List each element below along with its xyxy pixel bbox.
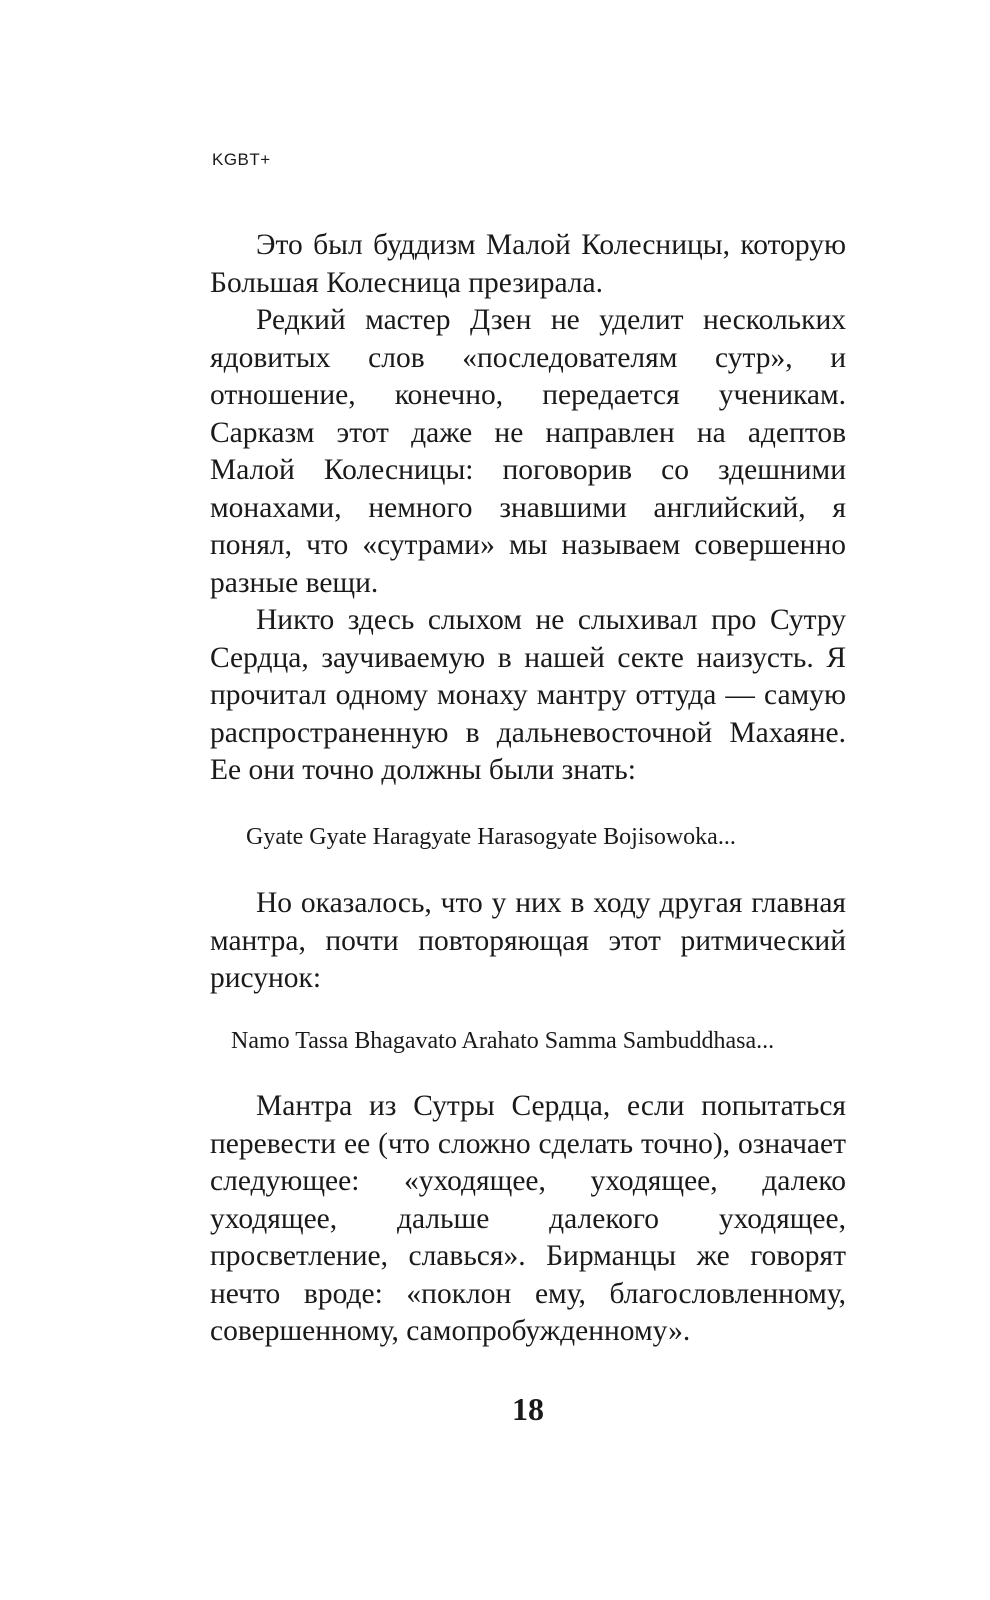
running-head: KGBT+	[212, 150, 271, 169]
mantra-quote: Namo Tassa Bhagavato Arahato Samma Sambuddhasa...	[231, 1028, 775, 1054]
paragraph: Никто здесь слыхом не слыхивал про Сутру Сердца, заучиваемую в нашей секте наизусть. Я прочитал одному монаху мантру оттуда — самую распространенную в дальневосточной Махаяне. Ее они точно должны были знать:	[210, 604, 846, 786]
text-block-1	[210, 227, 846, 790]
paragraph: Редкий мастер Дзен не уделит нескольких ядовитых слов «последователям сутр», и отношение, конечно, передается ученикам. Сарказм этот даже не направлен на адептов Малой Колесницы: поговорив со здешними монахами, немного знавшими английский, я понял, что «сутрами» мы называем совершенно разные вещи.	[210, 304, 846, 599]
paragraph: Но оказалось, что у них в ходу другая главная мантра, почти повторяющая этот ритмический рисунок:	[210, 887, 846, 994]
paragraph: Это был буддизм Малой Колесницы, которую Большая Колесница презирала.	[210, 229, 846, 299]
mantra-quote: Gyate Gyate Haragyate Harasogyate Bojisowoka...	[246, 824, 736, 850]
text-block-3	[210, 1088, 846, 1351]
paragraph: Мантра из Сутры Сердца, если попытаться перевести ее (что сложно сделать точно), означает следующее: «уходящее, уходящее, далеко уходящее, дальше далекого уходящее, просветление, славься». Бирманцы же говорят нечто вроде: «поклон ему, благословленному, совершенному, самопробужденному».	[210, 1090, 846, 1347]
text-block-2	[210, 885, 846, 998]
page-number: 18	[512, 1391, 544, 1427]
